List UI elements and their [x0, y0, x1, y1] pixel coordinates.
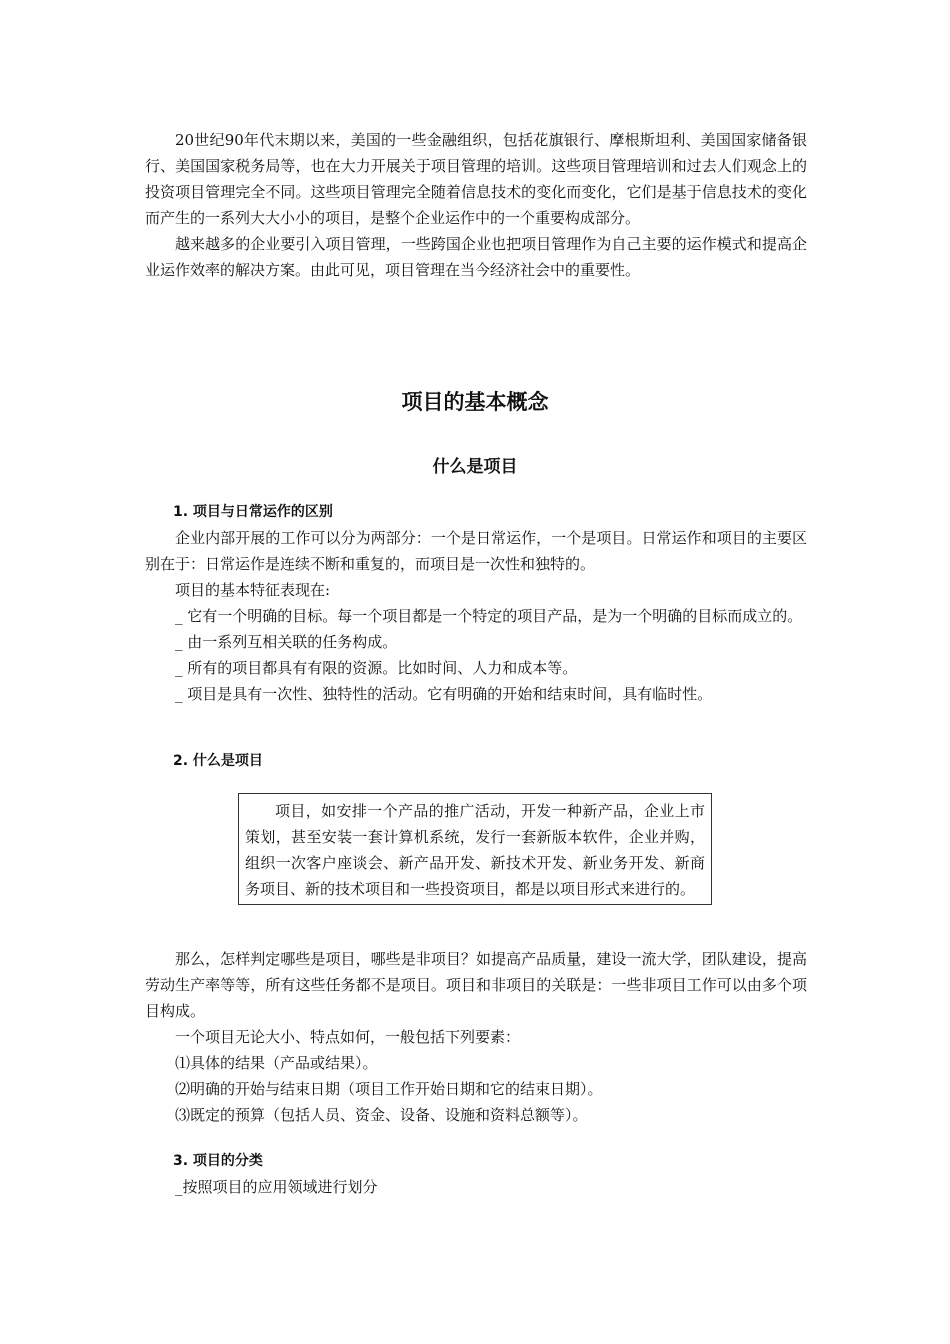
intro-paragraph-2: 越来越多的企业要引入项目管理，一些跨国企业也把项目管理作为自己主要的运作模式和提高企业运作效率的解决方案。由此可见，项目管理在当今经济社会中的重要性。	[145, 235, 807, 279]
intro-section	[145, 127, 807, 283]
section-2-body	[145, 946, 807, 1128]
section-2-paragraph-1: 那么，怎样判定哪些是项目，哪些是非项目？如提高产品质量，建设一流大学，团队建设，提高劳动生产率等等，所有这些任务都不是项目。项目和非项目的关联是：一些非项目工作可以由多个项目构成。	[145, 950, 807, 1020]
page-title: 项目的基本概念	[401, 390, 549, 414]
list-item: ⑵明确的开始与结束日期（项目工作开始日期和它的结束日期）。	[175, 1080, 603, 1098]
section-2-heading: 2. 什么是项目	[173, 753, 263, 769]
section-subtitle: 什么是项目	[432, 457, 518, 477]
bullet-item: _ 项目是具有一次性、独特性的活动。它有明确的开始和结束时间，具有临时性。	[175, 685, 713, 703]
definition-box-text: 项目，如安排一个产品的推广活动，开发一种新产品，企业上市策划，甚至安装一套计算机系统，发行一套新版本软件，企业并购，组织一次客户座谈会、新产品开发、新技术开发、新业务开发、新商务项目、新的技术项目和一些投资项目，都是以项目形式来进行的。	[245, 802, 705, 898]
section-2-paragraph-2: 一个项目无论大小、特点如何，一般包括下列要素：	[175, 1028, 521, 1046]
definition-box	[238, 793, 712, 905]
intro-paragraph-1: 20世纪90年代末期以来，美国的一些金融组织，包括花旗银行、摩根斯坦利、美国国家储备银行、美国国家税务局等，也在大力开展关于项目管理的培训。这些项目管理培训和过去人们观念上的投资项目管理完全不同。这些项目管理完全随着信息技术的变化而变化，它们是基于信息技术的变化而产生的一系列大大小小的项目，是整个企业运作中的一个重要构成部分。	[145, 131, 807, 227]
section-1	[145, 500, 807, 707]
bullet-item: _ 由一系列互相关联的任务构成。	[175, 633, 398, 651]
section-3-line-1: _按照项目的应用领域进行划分	[175, 1178, 378, 1196]
list-item: ⑴具体的结果（产品或结果）。	[175, 1054, 378, 1072]
section-1-heading: 1. 项目与日常运作的区别	[173, 504, 333, 520]
section-1-paragraph-1: 企业内部开展的工作可以分为两部分：一个是日常运作，一个是项目。日常运作和项目的主要区别在于：日常运作是连续不断和重复的，而项目是一次性和独特的。	[145, 529, 807, 573]
section-3	[145, 1149, 807, 1200]
bullet-item: _ 所有的项目都具有有限的资源。比如时间、人力和成本等。	[175, 659, 578, 677]
bullet-item: _ 它有一个明确的目标。每一个项目都是一个特定的项目产品，是为一个明确的目标而成立的。	[175, 607, 803, 625]
section-2	[145, 749, 807, 773]
list-item: ⑶既定的预算（包括人员、资金、设备、设施和资料总额等）。	[175, 1106, 588, 1124]
section-1-paragraph-2: 项目的基本特征表现在:	[175, 581, 331, 599]
section-3-heading: 3. 项目的分类	[173, 1153, 263, 1169]
